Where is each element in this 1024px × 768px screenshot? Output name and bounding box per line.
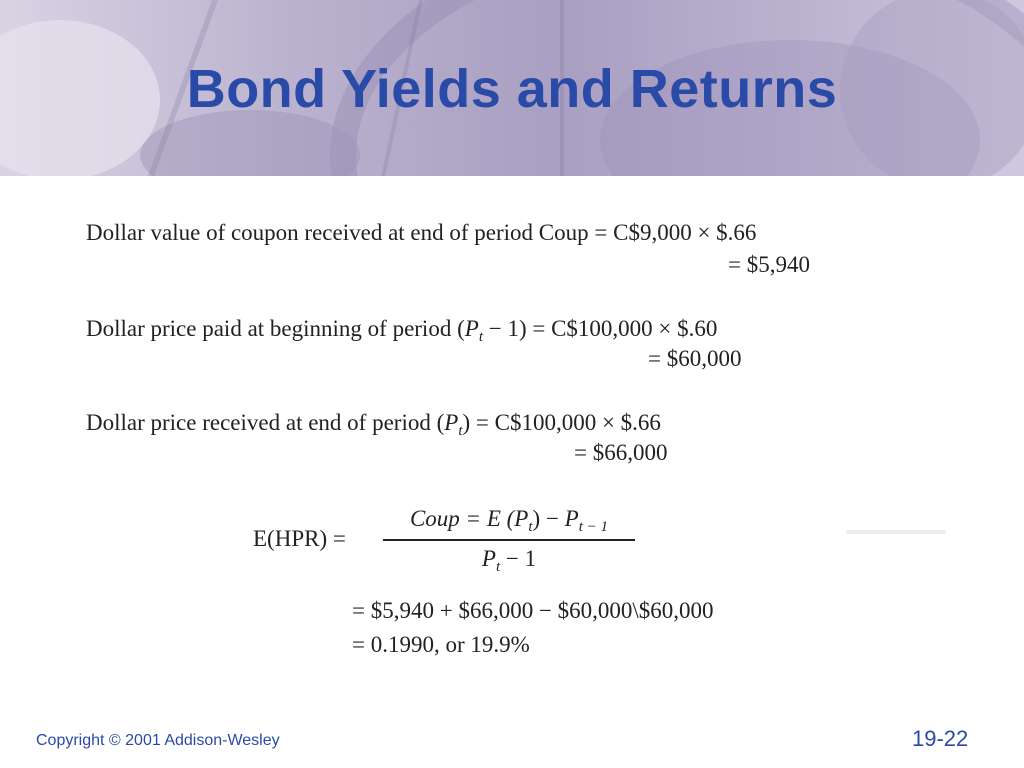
copyright-footer: Copyright © 2001 Addison-Wesley — [36, 732, 280, 749]
end-price-formula-line — [86, 410, 661, 440]
hpr-numerator-sub: t — [528, 519, 533, 535]
begin-price-variable: P — [464, 316, 479, 341]
coupon-formula-line — [86, 220, 756, 246]
begin-price-formula-line — [86, 316, 717, 346]
end-price-label: Dollar price received at end of period ( — [86, 410, 445, 435]
coupon-label: Dollar value of coupon received at end of period Coup — [86, 220, 589, 245]
hpr-denominator-tail: − 1 — [500, 546, 537, 571]
end-price-equation: ) = C$100,000 × $.66 — [462, 410, 661, 435]
end-price-variable: P — [444, 410, 459, 435]
hpr-numerator-b: ) − — [532, 506, 565, 531]
hpr-result-line-1: = $5,940 + $66,000 − $60,000\$60,000 — [352, 598, 714, 623]
begin-price-label: Dollar price paid at beginning of period ( — [86, 316, 465, 341]
hpr-numerator — [383, 506, 635, 541]
hpr-lhs: E(HPR) = — [253, 526, 346, 551]
begin-price-equation: − 1) = C$100,000 × $.60 — [482, 316, 718, 341]
end-price-subscript: t — [458, 423, 463, 439]
hpr-numerator-sub2: t − 1 — [578, 519, 609, 535]
end-price-result: = $66,000 — [574, 440, 668, 465]
hpr-numerator-var: P — [514, 506, 529, 531]
begin-price-subscript: t — [478, 329, 483, 345]
page-number: 19-22 — [912, 726, 969, 751]
hpr-result-line-2: = 0.1990, or 19.9% — [352, 632, 530, 657]
slide-title: Bond Yields and Returns — [186, 59, 838, 119]
hpr-denominator-sub: t — [495, 559, 501, 575]
coupon-equation: = C$9,000 × $.66 — [594, 220, 757, 245]
coupon-result: = $5,940 — [728, 252, 810, 277]
begin-price-result: = $60,000 — [648, 346, 742, 371]
hpr-denominator — [383, 546, 635, 576]
hpr-numerator-a: Coup = E ( — [409, 506, 515, 531]
faint-artifact — [846, 530, 946, 534]
hpr-denominator-var: P — [481, 546, 496, 571]
hpr-numerator-var2: P — [564, 506, 579, 531]
